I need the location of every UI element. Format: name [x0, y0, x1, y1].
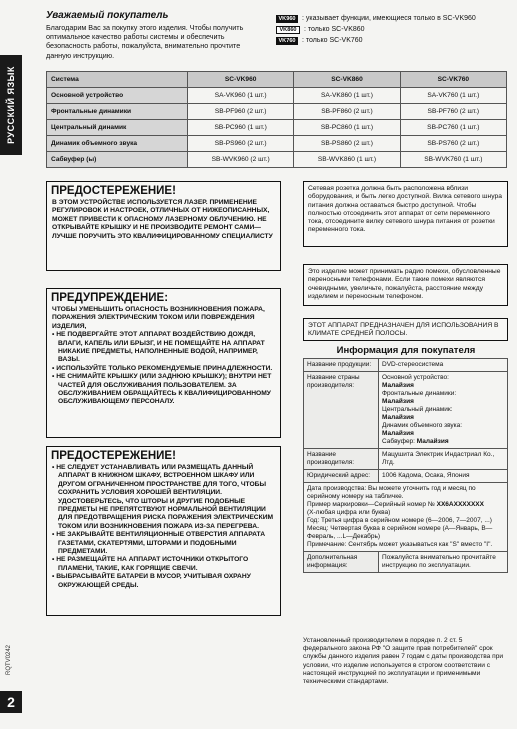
- date-example: Пример маркировки—Серийный номер № XX6AXXXXXXX: [307, 501, 484, 508]
- table-row: [47, 120, 507, 136]
- table-row: [304, 359, 508, 372]
- legend-text-vk760: : только SC-VK760: [302, 37, 363, 44]
- country-line-label: Динамик объемного звука:: [382, 422, 463, 429]
- address-label: Юридический адрес:: [304, 470, 379, 483]
- document-code: [2, 630, 16, 690]
- maker-label: Название производителя:: [304, 449, 379, 470]
- header-sc-vk760: SC-VK760: [400, 72, 506, 88]
- legend-row-vk860: [276, 24, 506, 35]
- laser-caution-box: [46, 181, 281, 271]
- date-intro: Дата производства: Вы можете уточнить год и месяц по серийному номеру на табличке.: [307, 485, 476, 500]
- date-month: Месяц: Четвертая буква в серийном номере (A—Январь, B—Февраль, ...L—Декабрь): [307, 525, 493, 540]
- fire-shock-warning-body: [52, 306, 275, 407]
- table-cell: SB-WVK860 (1 шт.): [294, 152, 400, 168]
- table-cell: SB-PF760 (2 шт.): [400, 104, 506, 120]
- list-item: • НЕ СЛЕДУЕТ УСТАНАВЛИВАТЬ ИЛИ РАЗМЕЩАТЬ ДАННЫЙ АППАРАТ В КНИЖНОМ ШКАФУ, ВСТРОЕННОМ ШКАФУ ИЛИ ДРУГОМ ОГРАНИЧЕННОМ ПРОСТРАНСТВЕ ДЛЯ ТОГО, ЧТОБЫ СОХРАНИТЬ УСЛОВИЯ ХОРОШЕЙ ВЕНТИЛЯЦИИ. УДОСТОВЕРЬТЕСЬ, ЧТО ШТОРЫ И ДРУГИЕ ПОДОБНЫЕ ПРЕДМЕТЫ НЕ ПРЕПЯТСТВУЮТ НОРМАЛЬНОЙ ВЕНТИЛЯЦИИ ДЛЯ ПРЕДОТВРАЩЕНИЯ РИСКА ПОРАЖЕНИЯ ЭЛЕКТРИЧЕСКИМ ТОКОМ ИЛИ ВОЗНИКНОВЕНИЯ ПОЖАРА ИЗ-ЗА ПЕРЕГРЕВА.: [52, 464, 274, 530]
- consumer-info-table: [303, 358, 508, 573]
- product-label: Название продукции:: [304, 359, 379, 372]
- table-cell: SB-PC860 (1 шт.): [294, 120, 400, 136]
- table-row: [47, 136, 507, 152]
- table-row: [47, 152, 507, 168]
- country-line-label: Основной устройство:: [382, 374, 449, 381]
- table-cell: SA-VK860 (1 шт.): [294, 88, 400, 104]
- country-value: [379, 372, 508, 449]
- country-line-value: Малайзия: [382, 398, 414, 405]
- extra-label: Дополнительная информация:: [304, 552, 379, 573]
- table-cell: SA-VK760 (1 шт.): [400, 88, 506, 104]
- fire-shock-warning-list: [52, 331, 275, 407]
- table-row: [47, 88, 507, 104]
- language-tab-label: РУССКИЙ ЯЗЫК: [6, 66, 16, 144]
- header-sc-vk860: SC-VK860: [294, 72, 400, 88]
- production-date-info: [304, 483, 508, 552]
- product-value: DVD-стереосистема: [379, 359, 508, 372]
- country-line-subwoofer: Сабвуфер: Малайзия: [382, 438, 449, 445]
- laser-caution-title: ПРЕДОСТЕРЕЖЕНИЕ!: [51, 185, 176, 197]
- vk760-badge: VK760: [276, 37, 298, 45]
- maker-value: Мацушита Электрик Индастриал Ко., Лтд.: [379, 449, 508, 470]
- list-item: • ИСПОЛЬЗУЙТЕ ТОЛЬКО РЕКОМЕНДУЕМЫЕ ПРИНАДЛЕЖНОСТИ.: [52, 364, 273, 372]
- legend-row-vk760: [276, 35, 506, 46]
- vk960-badge: VK960: [276, 15, 298, 23]
- fire-shock-warning-intro: ЧТОБЫ УМЕНЬШИТЬ ОПАСНОСТЬ ВОЗНИКНОВЕНИЯ ПОЖАРА, ПОРАЖЕНИЯ ЭЛЕКТРИЧЕСКИМ ТОКОМ ИЛИ ПОВРЕЖДЕНИЯ ИЗДЕЛИЯ,: [52, 306, 265, 330]
- country-line-value: Малайзия: [382, 414, 414, 421]
- list-item: • ВЫБРАСЫВАЙТЕ БАТАРЕИ В МУСОР, УЧИТЫВАЯ ОХРАНУ ОКРУЖАЮЩЕЙ СРЕДЫ.: [52, 573, 251, 589]
- country-label: Название страны производителя:: [304, 372, 379, 449]
- date-letters: (Х-любая цифра или буква): [307, 509, 391, 516]
- model-legend: [276, 13, 506, 46]
- ventilation-caution-list: [52, 464, 275, 590]
- table-cell: SA-VK960 (1 шт.): [188, 88, 294, 104]
- table-row: [304, 470, 508, 483]
- page-title: Уважаемый покупатель: [46, 10, 169, 21]
- climate-note: ЭТОТ АППАРАТ ПРЕДНАЗНАЧЕН ДЛЯ ИСПОЛЬЗОВАНИЯ В КЛИМАТЕ СРЕДНЕЙ ПОЛОСЫ.: [303, 318, 508, 341]
- table-row: [304, 449, 508, 470]
- consumer-info-title: Информация для покупателя: [336, 345, 476, 356]
- extra-value: Пожалуйста внимательно прочитайте инструкцию по эксплуатации.: [379, 552, 508, 573]
- row-label: Фронтальные динамики: [47, 104, 188, 120]
- laser-caution-text: В ЭТОМ УСТРОЙСТВЕ ИСПОЛЬЗУЕТСЯ ЛАЗЕР. ПРИМЕНЕНИЕ РЕГУЛИРОВОК И НАСТРОЕК, ОТЛИЧНЫХ ОТ НИЖЕОПИСАННЫХ, МОЖЕТ ПРИВЕСТИ К ОПАСНОМУ ЛАЗЕРНОМУ ОБЛУЧЕНИЮ. НЕ ОТКРЫВАЙТЕ КРЫШКУ И НЕ ПРОИЗВОДИТЕ РЕМОНТ САМИ—ЛУЧШЕ ПОРУЧИТЬ ЭТО КВАЛИФИЦИРОВАННОМУ СПЕЦИАЛИСТУ: [52, 199, 273, 240]
- country-line-label: Центральный динамик:: [382, 406, 453, 413]
- country-line-value: Малайзия: [382, 430, 414, 437]
- table-row: [304, 552, 508, 573]
- list-item: • НЕ ПОДВЕРГАЙТЕ ЭТОТ АППАРАТ ВОЗДЕЙСТВИЮ ДОЖДЯ, ВЛАГИ, КАПЕЛЬ ИЛИ БРЫЗГ, И НЕ ПОМЕЩАЙТЕ НА АППАРАТ НИКАКИЕ ПРЕДМЕТЫ, НАПОЛНЕННЫЕ ВОДОЙ, НАПРИМЕР, ВАЗЫ.: [52, 331, 265, 364]
- ventilation-caution-box: [46, 446, 281, 616]
- table-cell: SB-WVK960 (2 шт.): [188, 152, 294, 168]
- table-cell: SB-PC760 (1 шт.): [400, 120, 506, 136]
- country-line-value: Малайзия: [382, 382, 414, 389]
- ventilation-caution-title: ПРЕДОСТЕРЕЖЕНИЕ!: [51, 450, 176, 462]
- header-sc-vk960: SC-VK960: [188, 72, 294, 88]
- table-cell: SB-PS960 (2 шт.): [188, 136, 294, 152]
- list-item: • НЕ ЗАКРЫВАЙТЕ ВЕНТИЛЯЦИОННЫЕ ОТВЕРСТИЯ АППАРАТА ГАЗЕТАМИ, СКАТЕРТЯМИ, ШТОРАМИ И ПОДОБНЫМИ ПРЕДМЕТАМИ.: [52, 531, 266, 556]
- row-label: Динамик объемного звука: [47, 136, 188, 152]
- table-cell: SB-PS760 (2 шт.): [400, 136, 506, 152]
- table-row: [304, 372, 508, 449]
- ventilation-caution-body: [52, 464, 275, 590]
- table-header-row: [47, 72, 507, 88]
- date-note: Примечание: Сентябрь может указываться как "S" вместо "I".: [307, 541, 493, 548]
- list-item: • НЕ СНИМАЙТЕ КРЫШКУ (ИЛИ ЗАДНЮЮ КРЫШКУ); ВНУТРИ НЕТ ЧАСТЕЙ ДЛЯ ОБСЛУЖИВАНИЯ ПОЛЬЗОВАТЕЛЕМ. ЗА ОБСЛУЖИВАНИЕМ ОБРАЩАЙТЕСЬ К КВАЛИФИЦИРОВАННОМУ ОБСЛУЖИВАЮЩЕМУ ПЕРСОНАЛУ.: [52, 373, 272, 406]
- header-system: Система: [47, 72, 188, 88]
- table-row: [304, 483, 508, 552]
- legend-row-vk960: [276, 13, 506, 24]
- language-tab: [0, 55, 22, 155]
- country-line-label: Фронтальные динамики:: [382, 390, 457, 397]
- table-cell: SB-PC960 (1 шт.): [188, 120, 294, 136]
- legend-text-vk960: : указывает функции, имеющиеся только в SC-VK960: [302, 15, 476, 22]
- row-label: Центральный динамик: [47, 120, 188, 136]
- legend-text-vk860: : только SC-VK860: [304, 26, 365, 33]
- system-components-table: [46, 71, 507, 168]
- fire-shock-warning-title: ПРЕДУПРЕЖДЕНИЕ:: [51, 292, 169, 304]
- row-label: Сабвуфер (ы): [47, 152, 188, 168]
- table-cell: SB-PF960 (2 шт.): [188, 104, 294, 120]
- address-value: 1006 Кадома, Осака, Япония: [379, 470, 508, 483]
- power-socket-note: Сетевая розетка должна быть расположена вблизи оборудования, и быть легко доступной. Вилка сетевого шнура питания должна оставаться быстро доступной. Чтобы полностью отсоединить этот аппарат от сети переменного тока, отсоедините вилку сетевого шнура питания от розетки переменного тока.: [303, 181, 508, 247]
- radio-interference-note: Это изделие может принимать радио помехи, обусловленные переносными телефонами. Если такие помехи являются очевидными, увеличьте, пожалуйста, расстояние между изделием и переносным телефоном.: [303, 264, 508, 306]
- table-cell: SB-PF860 (2 шт.): [294, 104, 400, 120]
- vk860-badge: VK860: [276, 26, 300, 34]
- date-year: Год: Третья цифра в серийном номере (6—2006, 7—2007, ...): [307, 517, 492, 524]
- row-label: Основной устройство: [47, 88, 188, 104]
- table-row: [47, 104, 507, 120]
- table-cell: SB-PS860 (2 шт.): [294, 136, 400, 152]
- intro-text: Благодарим Вас за покупку этого изделия. Чтобы получить оптимальное качество работы системы и обеспечить безопасность работы, пожалуйста, внимательно прочтите данную инструкцию.: [46, 23, 244, 60]
- fire-shock-warning-box: [46, 288, 281, 438]
- table-cell: SB-WVK760 (1 шт.): [400, 152, 506, 168]
- page-number: 2: [0, 691, 22, 713]
- document-code-label: RQTV0242: [6, 644, 12, 676]
- service-life-footnote: Установленный производителем в порядке п. 2 ст. 5 федерального закона РФ "О защите прав потребителей" срок службы данного изделия равен 7 годам с даты производства при условии, что изделие используется в строгом соответствии с настоящей инструкцией по эксплуатации и применимыми техническими стандартами.: [303, 637, 504, 686]
- list-item: • НЕ РАЗМЕЩАЙТЕ НА АППАРАТ ИСТОЧНИКИ ОТКРЫТОГО ПЛАМЕНИ, ТАКИЕ, КАК ГОРЯЩИЕ СВЕЧИ.: [52, 556, 249, 572]
